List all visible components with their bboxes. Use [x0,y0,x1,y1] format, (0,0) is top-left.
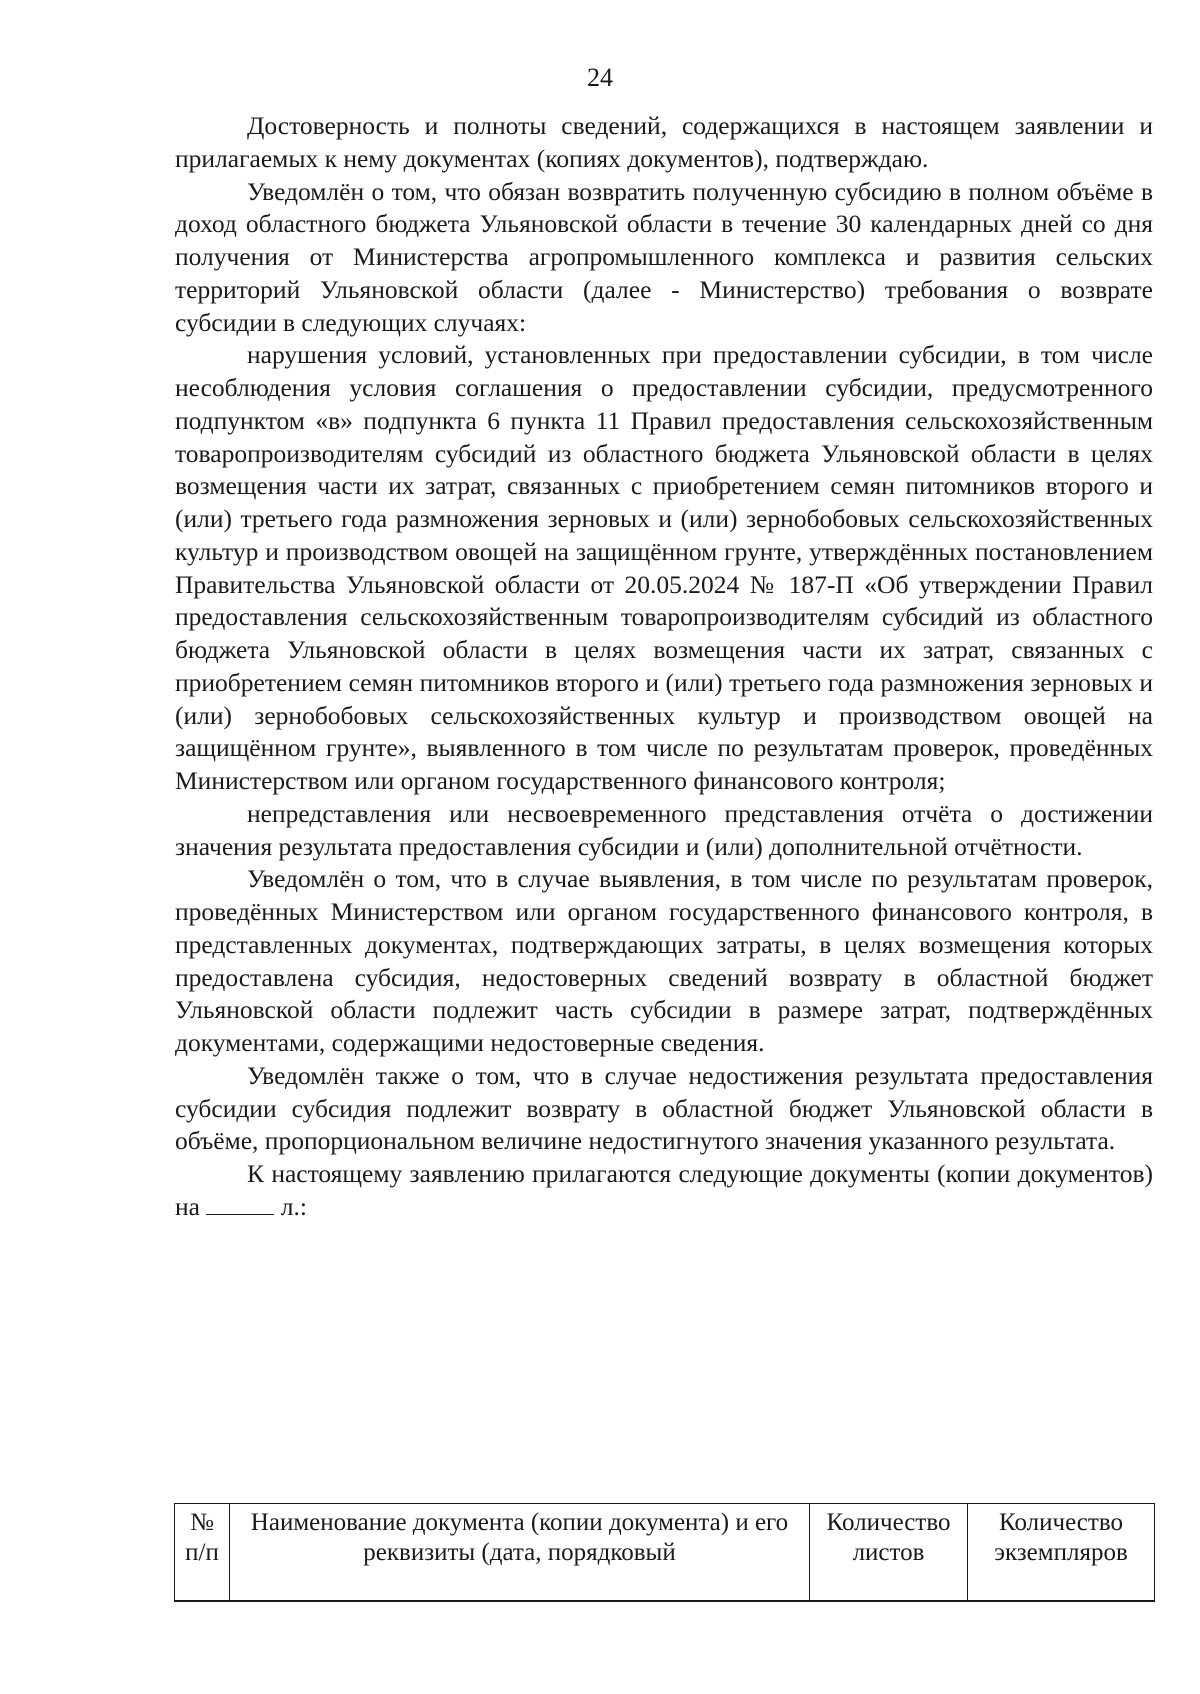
header-copies-count: Количество экземпляров [968,1504,1155,1602]
sheet-count-blank[interactable] [206,1192,274,1215]
paragraph-attachments-intro [175,1158,1153,1224]
paragraph-confirmation: Достоверность и полноты сведений, содержащихся в настоящем заявлении и прилагаемых к нему документах (копиях документов), подтверждаю. [175,111,1153,173]
paragraph-result-notice: Уведомлён также о том, что в случае недостижения результата предоставления субсидии субсидия подлежит возврату в областной бюджет Ульяновской области в объёме, пропорциональном величине недостигнутого значения указанного результата. [175,1060,1153,1156]
attachments-intro-suffix: л.: [280,1191,307,1221]
header-num: № п/п [175,1504,230,1602]
table-header-row [175,1504,1155,1602]
paragraph-report-case: непредставления или несвоевременного представления отчёта о достижении значения результата предоставления субсидии и (или) дополнительной отчётности. [175,798,1153,861]
page-number: 24 [587,63,613,92]
attachments-table [174,1503,1155,1602]
header-sheets-count: Количество листов [810,1504,968,1602]
paragraph-refund-notice: Уведомлён о том, что обязан возвратить полученную субсидию в полном объёме в доход областного бюджета Ульяновской области в течение 30 календарных дней со дня получения от Министерства агропромышленного комплекса и развития сельских территорий Ульяновской области (далее - Министерство) требования о возврате субсидии в следующих случаях: [175,176,1153,337]
paragraph-violation-case: нарушения условий, установленных при предоставлении субсидии, в том числе несоблюдения условия соглашения о предоставлении субсидии, предусмотренного подпунктом «в» подпункта 6 пункта 11 Правил предоставления сельскохозяйственным товаропроизводителям субсидий из областного бюджета Ульяновской области в целях возмещения части их затрат, связанных с приобретением семян питомников второго и (или) третьего года размножения зерновых и (или) зернобобовых сельскохозяйственных культур и производством овощей на защищённом грунте, утверждённых постановлением Правительства Ульяновской области от 20.05.2024 № 187-П «Об утверждении Правил предоставления сельскохозяйственным товаропроизводителям субсидий из областного бюджета Ульяновской области в целях возмещения части их затрат, связанных с приобретением семян питомников второго и (или) третьего года размножения зерновых и (или) зернобобовых сельскохозяйственных культур и производством овощей на защищённом грунте», выявленного в том числе по результатам проверок, проведённых Министерством или органом государственного финансового контроля; [175,340,1153,795]
document-body [175,110,1153,1224]
header-document-name: Наименование документа (копии документа) и его реквизиты (дата, порядковый [230,1504,810,1602]
attachments-intro-text: К настоящему заявлению прилагаются следующие документы (копии документов) на [175,1159,1153,1221]
paragraph-false-info-notice: Уведомлён о том, что в случае выявления, в том числе по результатам проверок, проведённых Министерством или органом государственного финансового контроля, в представленных документах, подтверждающих затраты, в целях возмещения которых предоставлена субсидия, недостоверных сведений возврату в областной бюджет Ульяновской области подлежит часть субсидии в размере затрат, подтверждённых документами, содержащими недостоверные сведения. [175,864,1153,1057]
